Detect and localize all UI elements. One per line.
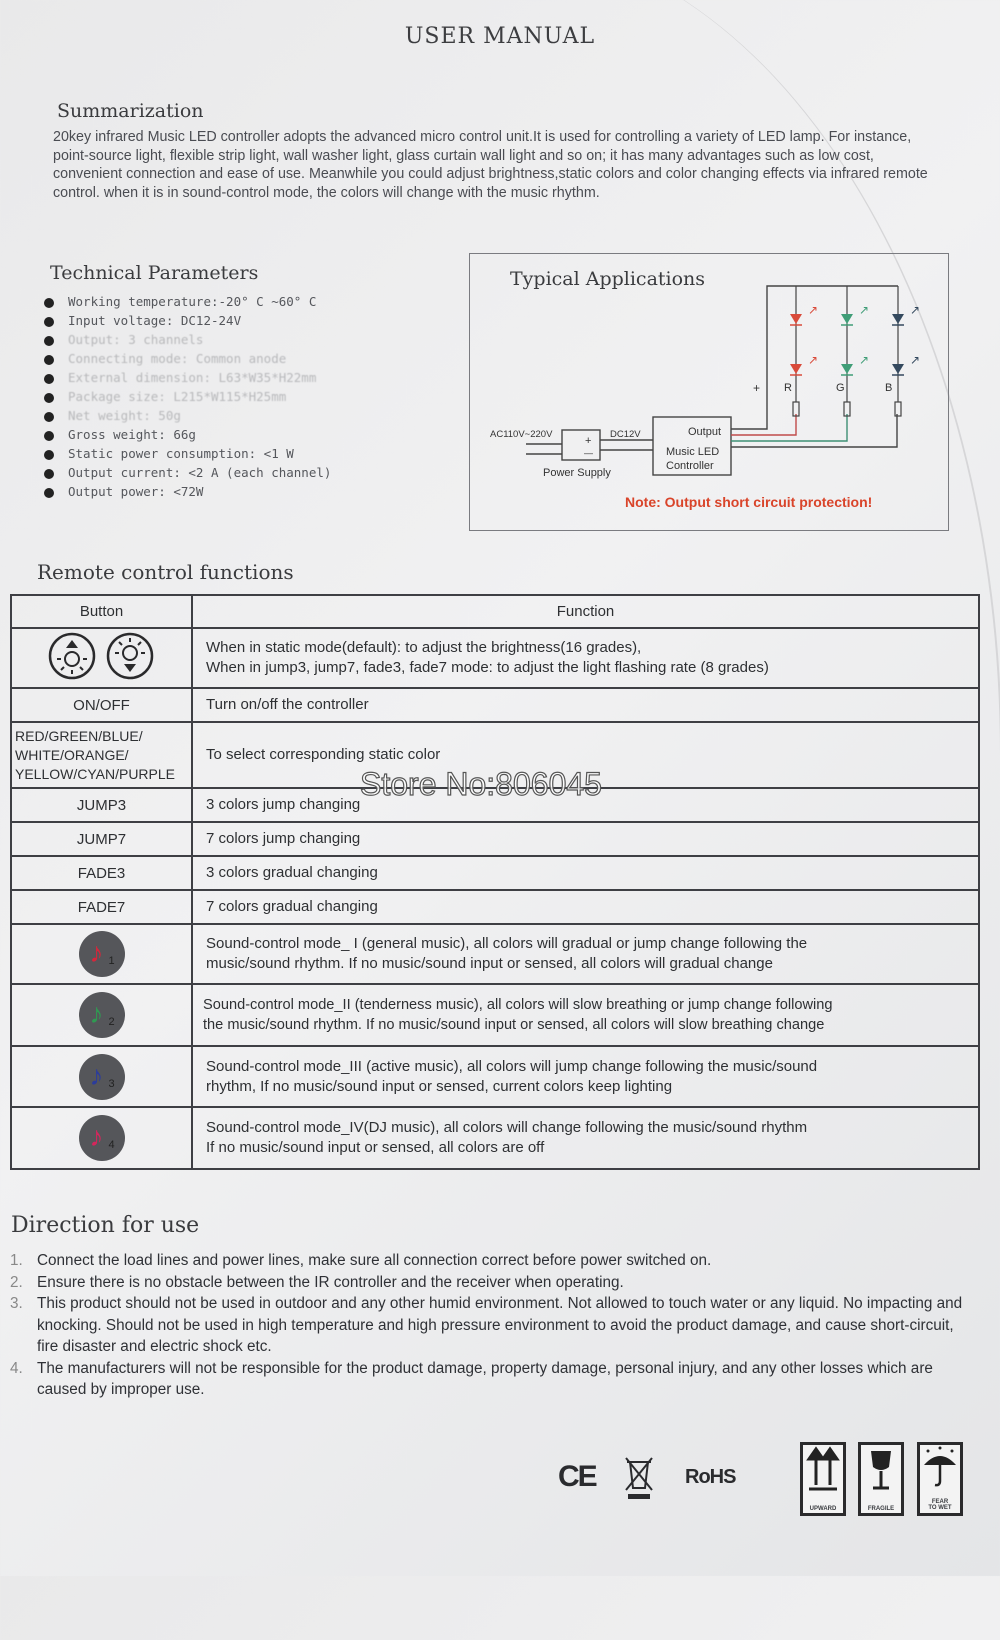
table-row	[11, 688, 979, 722]
list-item: 1. Connect the load lines and power lines, make sure all connection correct before power switched on.	[10, 1252, 712, 1269]
button-cell: ON/OFF	[11, 688, 192, 722]
ac-label: AC110V~220V	[490, 429, 553, 440]
sound-mode-4-icon: ♪ 4	[79, 1115, 125, 1161]
controller-label-1: Music LED	[666, 446, 720, 458]
summary-text: 20key infrared Music LED controller adopts the advanced micro control unit.It is used for controlling a variety of LED lamp. For instance, point-source light, flexible strip light, wall washer light, glass curtain wall light and so on; it has many advantages such as low cost, convenient connection and ease of use. Meanwhile you could adjust brightness,static colors and color changing effects via infrared remote control. when it is in sound-control mode, the colors will change with the music rhythm.	[53, 129, 928, 201]
function-cell: Sound-control mode_ I (general music), all colors will gradual or jump change following the music/sound rhythm. If no music/sound input or sensed, all colors will gradual change	[192, 924, 979, 984]
sound-mode-3-icon: ♪ 3	[79, 1054, 125, 1100]
controller-label-2: Controller	[666, 460, 714, 472]
remote-functions-table	[10, 594, 980, 1170]
tech-item: Output power: <72W	[40, 482, 331, 501]
tech-item: Connecting mode: Common anode	[40, 349, 331, 368]
psu-label: Power Supply	[543, 467, 611, 479]
column-header-function: Function	[192, 595, 979, 628]
tech-item: Output current: <2 A (each channel)	[40, 463, 331, 482]
list-item: 4. The manufacturers will not be responsible for the product damage, property damage, personal injury, and any other losses which are caused by improper use.	[10, 1359, 933, 1398]
bullet-icon	[44, 374, 54, 384]
r-label: R	[784, 382, 792, 394]
blue-channel-wire	[731, 414, 897, 447]
svg-text:↗: ↗	[859, 303, 870, 317]
green-led-string	[841, 286, 869, 416]
plus-label: +	[753, 381, 761, 395]
g-label: G	[836, 382, 845, 394]
bullet-icon	[44, 393, 54, 403]
bullet-icon	[44, 488, 54, 498]
typical-applications-box	[469, 253, 949, 531]
button-cell: JUMP7	[11, 822, 192, 856]
summary-heading: Summarization	[57, 100, 204, 122]
tech-item: Input voltage: DC12-24V	[40, 311, 331, 330]
table-row	[11, 1107, 979, 1169]
button-cell	[11, 1046, 192, 1107]
tech-item: External dimension: L63*W35*H22mm	[40, 368, 331, 387]
tech-item: Gross weight: 66g	[40, 425, 331, 444]
sound-mode-1-icon: ♪ 1	[79, 931, 125, 977]
direction-list	[10, 1250, 970, 1401]
table-row	[11, 984, 979, 1046]
page-title: USER MANUAL	[404, 24, 596, 49]
button-cell	[11, 1107, 192, 1169]
function-cell: To select corresponding static color	[192, 722, 979, 788]
green-channel-wire	[731, 414, 847, 441]
function-cell: 3 colors jump changing	[192, 788, 979, 822]
upward-icon: UPWARD	[800, 1442, 846, 1516]
svg-text:↗: ↗	[859, 353, 870, 367]
direction-heading: Direction for use	[11, 1213, 200, 1238]
red-channel-wire	[731, 414, 796, 435]
function-cell: Sound-control mode_II (tenderness music), all colors will slow breathing or jump change following the music/sound rhythm. If no music/sound input or sensed, all colors will slow breathing change	[192, 984, 979, 1046]
rohs-mark-icon: RoHS	[685, 1466, 736, 1488]
function-cell: 3 colors gradual changing	[192, 856, 979, 890]
tech-heading: Technical Parameters	[50, 262, 259, 284]
psu-plus: +	[585, 435, 592, 447]
table-row	[11, 856, 979, 890]
tech-item: Package size: L215*W115*H25mm	[40, 387, 331, 406]
function-cell: Sound-control mode_IV(DJ music), all colors will change following the music/sound rhythm If no music/sound input or sensed, all colors are off	[192, 1107, 979, 1169]
dc-label: DC12V	[610, 429, 641, 440]
function-cell: Sound-control mode_III (active music), all colors will jump change following the music/sound rhythm, If no music/sound input or sensed, current colors keep lighting	[192, 1046, 979, 1107]
table-header-row	[11, 595, 979, 628]
button-cell: RED/GREEN/BLUE/ WHITE/ORANGE/ YELLOW/CYAN/PURPLE	[11, 722, 192, 788]
table-row	[11, 890, 979, 924]
bullet-icon	[44, 450, 54, 460]
output-label: Output	[688, 426, 722, 438]
remote-heading: Remote control functions	[37, 560, 294, 584]
table-row	[11, 924, 979, 984]
svg-text:↗: ↗	[808, 303, 819, 317]
list-item: 3. This product should not be used in outdoor and any other humid environment. Not allowed to touch water or any liquid. No impacting and knocking. Should not be used in high temperature and high pressure environment to avoid the product damage, and cause short-circuit, fire disaster and electric shock etc.	[10, 1295, 963, 1355]
tech-parameters-list	[40, 292, 331, 501]
button-cell: JUMP3	[11, 788, 192, 822]
table-row	[11, 1046, 979, 1107]
tech-item: Working temperature:-20° C ~60° C	[40, 292, 331, 311]
svg-text:↗: ↗	[910, 303, 921, 317]
b-label: B	[885, 382, 893, 394]
bullet-icon	[44, 431, 54, 441]
tech-item: Static power consumption: <1 W	[40, 444, 331, 463]
weee-bin-icon	[622, 1456, 656, 1500]
store-watermark: Store No:806045	[360, 766, 602, 802]
function-cell: 7 colors jump changing	[192, 822, 979, 856]
bullet-icon	[44, 298, 54, 308]
wiring-diagram	[470, 254, 948, 530]
function-cell: When in static mode(default): to adjust the brightness(16 grades), When in jump3, jump7, fade3, fade7 mode: to adjust the light flashing rate (8 grades)	[192, 628, 979, 688]
button-cell	[11, 984, 192, 1046]
bullet-icon	[44, 469, 54, 479]
button-cell: FADE3	[11, 856, 192, 890]
button-cell: FADE7	[11, 890, 192, 924]
bullet-icon	[44, 336, 54, 346]
psu-minus: —	[584, 448, 593, 458]
svg-text:↗: ↗	[808, 353, 819, 367]
function-cell: 7 colors gradual changing	[192, 890, 979, 924]
tech-item: Output: 3 channels	[40, 330, 331, 349]
fragile-icon: FRAGILE	[858, 1442, 904, 1516]
apps-heading: Typical Applications	[510, 268, 706, 290]
brightness-up-icon	[44, 631, 160, 681]
svg-text:↗: ↗	[910, 353, 921, 367]
tech-item: Net weight: 50g	[40, 406, 331, 425]
column-header-button: Button	[11, 595, 192, 628]
keep-dry-icon: FEAR TO WET	[917, 1442, 963, 1516]
protection-note: Note: Output short circuit protection!	[625, 494, 873, 510]
sound-mode-2-icon: ♪ 2	[79, 992, 125, 1038]
bullet-icon	[44, 412, 54, 422]
bullet-icon	[44, 317, 54, 327]
button-cell	[11, 924, 192, 984]
table-row	[11, 822, 979, 856]
blue-led-string	[892, 286, 920, 416]
function-cell: Turn on/off the controller	[192, 688, 979, 722]
ce-mark-icon: CE	[558, 1460, 596, 1493]
red-led-string	[790, 286, 818, 416]
bullet-icon	[44, 355, 54, 365]
table-row	[11, 628, 979, 688]
brightness-buttons-cell	[11, 628, 192, 688]
list-item: 2. Ensure there is no obstacle between the IR controller and the receiver when operating.	[10, 1273, 624, 1291]
power-supply-box	[562, 430, 600, 460]
